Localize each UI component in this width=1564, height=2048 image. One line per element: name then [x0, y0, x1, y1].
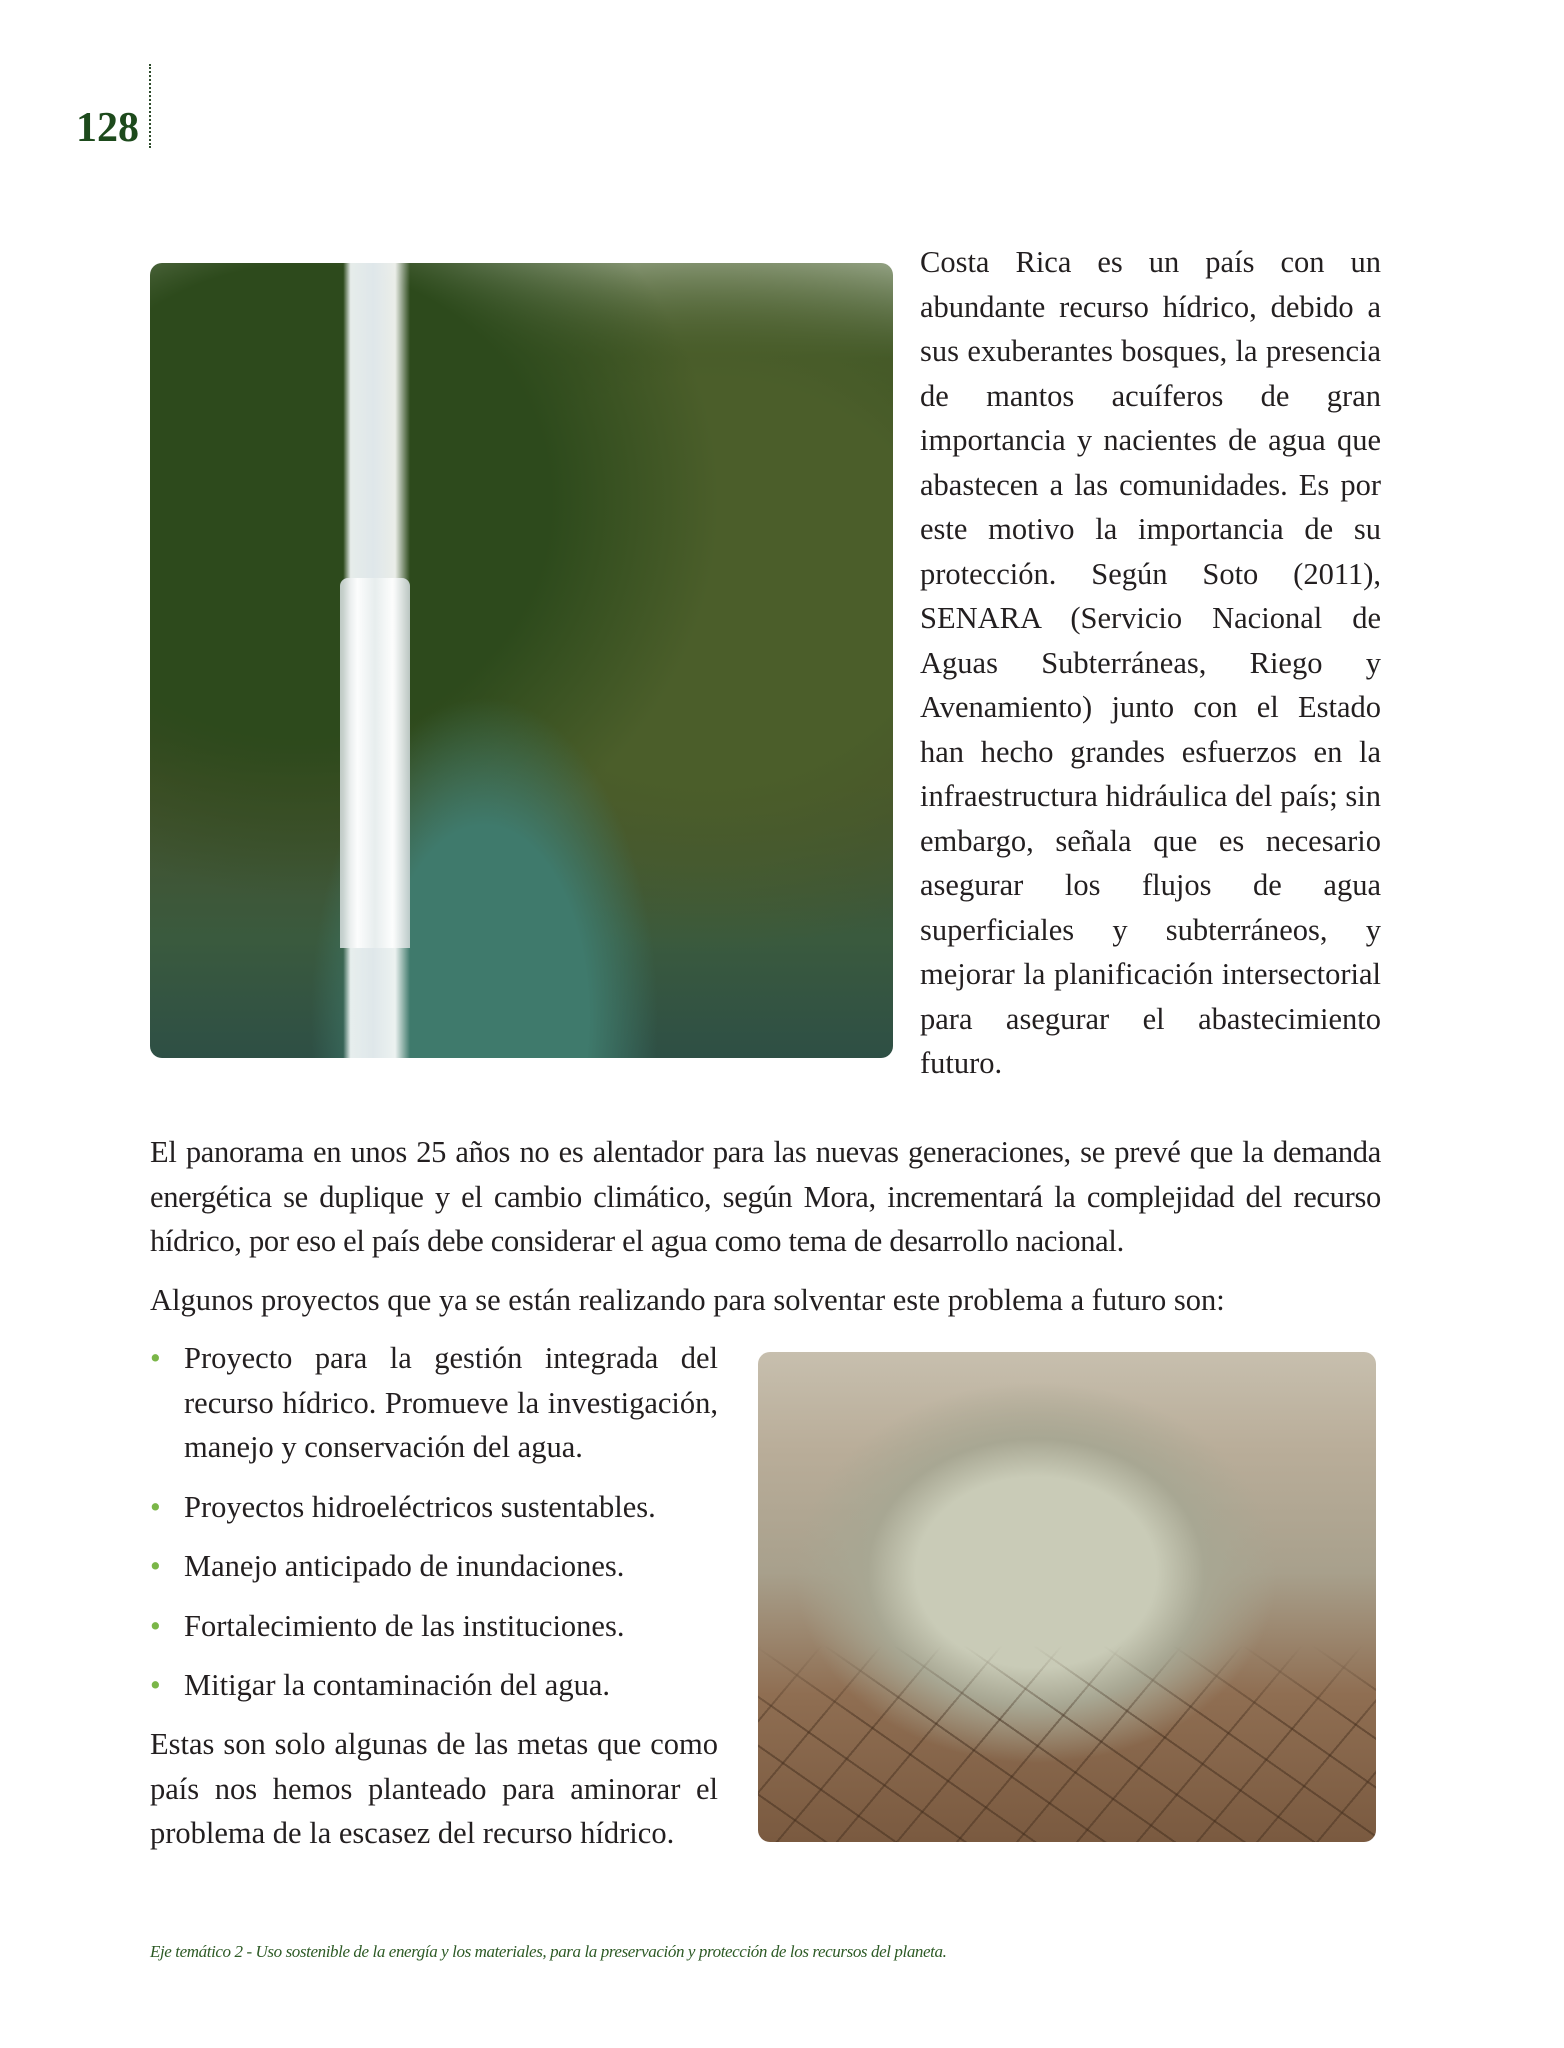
list-item-text: Proyecto para la gestión integrada del recurso hídrico. Promueve la investigación, manejo y conservación del agua.: [184, 1341, 718, 1464]
page-number: 128: [76, 105, 139, 151]
bullet-icon: •: [150, 1489, 161, 1524]
paragraph-text: Costa Rica es un país con un abundante recurso hídrico, debido a sus exuberantes bosques, la presencia de mantos acuíferos de gran importancia y nacientes de agua que abastecen a las comunidades. Es por este motivo la importancia de su protección. Según Soto (2011), SENARA (Servicio Nacional de Aguas Subterráneas, Riego y Avenamiento) junto con el Estado han hecho grandes esfuerzos en la infraestructura hidráulica del país; sin embargo, señala que es necesario asegurar los flujos de agua superficiales y subterráneos, y mejorar la planificación intersectorial para asegurar el abastecimiento futuro.: [920, 245, 1381, 1080]
paragraph-text: El panorama en unos 25 años no es alentador para las nuevas generaciones, se prevé que la demanda energética se duplique y el cambio climático, según Mora, incrementará la complejidad del recurso hídrico, por eso el país debe considerar el agua como tema de desarrollo nacional.: [150, 1135, 1381, 1258]
list-item: [150, 1544, 718, 1589]
bullet-icon: •: [150, 1341, 161, 1375]
list-item: [150, 1663, 718, 1708]
list-item: [150, 1336, 718, 1470]
dry-soil-photo: [758, 1352, 1376, 1842]
page-number-divider: [149, 64, 151, 148]
projects-intro: Algunos proyectos que ya se están realizando para solventar este problema a futuro son:: [150, 1283, 1225, 1317]
list-item: [150, 1485, 718, 1530]
list-item-text: Proyectos hidroeléctricos sustentables.: [184, 1489, 656, 1524]
list-item-text: Manejo anticipado de inundaciones.: [184, 1549, 625, 1583]
footer-caption: Eje temático 2 - Uso sostenible de la energía y los materiales, para la preservación y protección de los recursos del planeta.: [150, 1942, 947, 1961]
bullet-icon: •: [150, 1608, 161, 1643]
list-item: [150, 1604, 718, 1649]
paragraph-text: Estas son solo algunas de las metas que como país nos hemos planteado para aminorar el problema de la escasez del recurso hídrico.: [150, 1727, 718, 1850]
bullet-icon: •: [150, 1668, 161, 1702]
right-column-paragraph: [920, 240, 1381, 1086]
panorama-paragraph: [150, 1130, 1381, 1264]
closing-paragraph: [150, 1722, 718, 1856]
waterfall-photo: [150, 263, 893, 1058]
list-item-text: Fortalecimiento de las instituciones.: [184, 1608, 625, 1643]
list-item-text: Mitigar la contaminación del agua.: [184, 1668, 611, 1702]
bullet-icon: •: [150, 1549, 161, 1583]
projects-list: [150, 1336, 718, 1723]
